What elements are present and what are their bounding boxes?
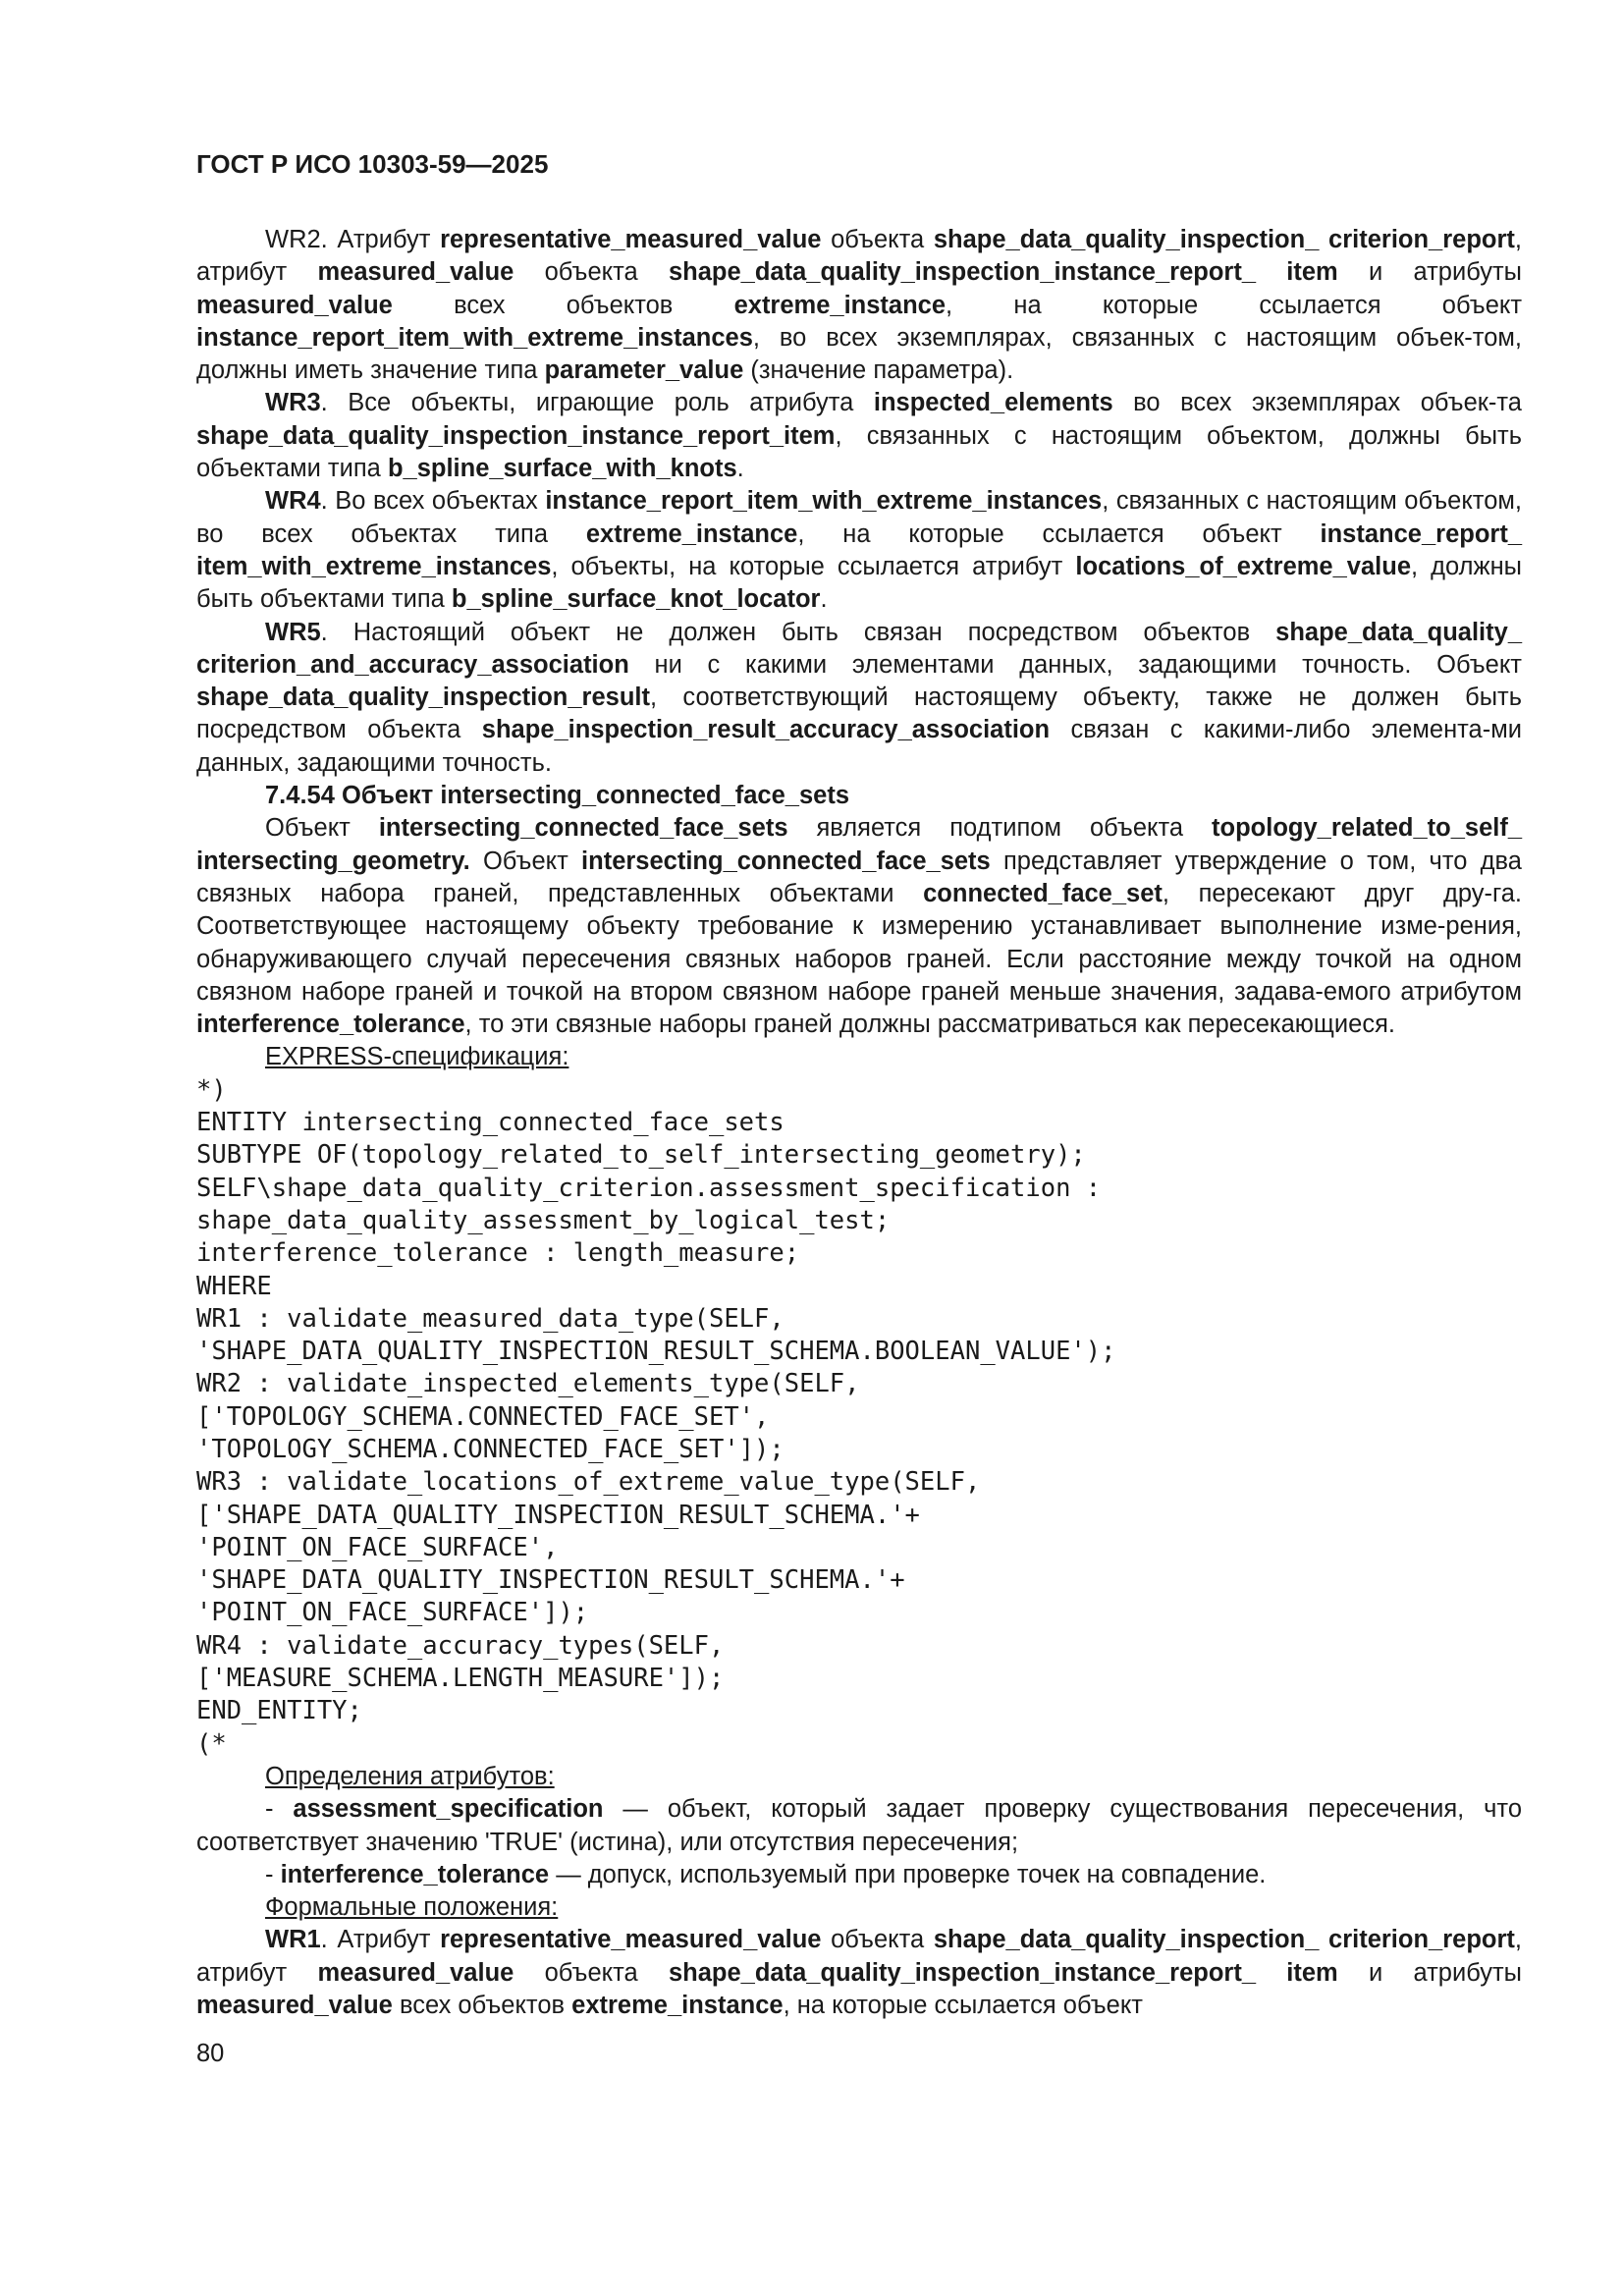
paragraph-wr4-continued: WR4. Во всех объектах instance_report_item_with_extreme_instances, связанных с настоящим объектом, во всех объектах типа extreme_instance, на которые ссылается объект instance_report_ item_with_extreme_instances, объекты, на которые ссылается атрибут locations_of_extreme_value, должны быть объектами типа b_spline_surface_knot_locator. bbox=[196, 487, 1523, 614]
bold-term: WR1 bbox=[265, 1926, 321, 1954]
bold-term: shape_data_quality_ criterion_and_accuracy_association bbox=[196, 618, 1522, 679]
bold-term: topology_related_to_self_ intersecting_geometry. bbox=[196, 814, 1523, 875]
formal-label: Формальные положения: bbox=[265, 1893, 559, 1922]
bold-term: WR3 bbox=[265, 389, 321, 417]
bold-term: parameter_value bbox=[544, 356, 744, 385]
express-label: EXPRESS-спецификация: bbox=[265, 1043, 569, 1071]
bold-term: interference_tolerance bbox=[280, 1860, 550, 1888]
bold-term: WR5 bbox=[265, 618, 321, 646]
section-heading: 7.4.54 Объект intersecting_connected_face_sets bbox=[265, 782, 850, 810]
bold-term: WR4 bbox=[265, 487, 321, 516]
paragraph-wr2-continued: WR2. Атрибут representative_measured_value объекта shape_data_quality_inspection_ criterion_report, атрибут measured_value объекта shape_data_quality_inspection_instance_report_ item и атрибуты measured_value всех объектов extreme_instance, на которые ссылается объект instance_report_item_with_extreme_instances, во всех экземплярах, связанных с настоящим объек-том, должны иметь значение типа parameter_value (значение параметра). bbox=[196, 226, 1523, 385]
page-number: 80 bbox=[196, 2040, 225, 2068]
bold-term: measured_value bbox=[196, 1992, 393, 2020]
express-code-block: *) ENTITY intersecting_connected_face_sets SUBTYPE OF(topology_related_to_self_intersecting_geometry); SELF\shape_data_quality_criterion.assessment_specification : shape_data_quality_assessment_by_logical_test; interference_tolerance : length_measure; WHERE WR1 : validate_measured_data_type(SELF, 'SHAPE_DATA_QUALITY_INSPECTION_RESULT_SCHEMA.BOOLEAN_VALUE'); WR2 : validate_inspected_elements_type(SELF, ['TOPOLOGY_SCHEMA.CONNECTED_FACE_SET', 'TOPOLOGY_SCHEMA.CONNECTED_FACE_SET']); WR3 : validate_locations_of_extreme_value_type(SELF, ['SHAPE_DATA_QUALITY_INSPECTION_RESULT_SCHEMA.'+ 'POINT_ON_FACE_SURFACE', 'SHAPE_DATA_QUALITY_INSPECTION_RESULT_SCHEMA.'+ 'POINT_ON_FACE_SURFACE']); WR4 : validate_accuracy_types(SELF, ['MEASURE_SCHEMA.LENGTH_MEASURE']); END_ENTITY; (* bbox=[196, 1074, 1116, 1759]
bold-term: shape_data_quality_inspection_instance_report_item bbox=[196, 421, 836, 450]
bold-term: shape_data_quality_inspection_ criterion_report bbox=[933, 1926, 1515, 1954]
bold-term: b_spline_surface_knot_locator bbox=[451, 585, 821, 614]
paragraph-wr1: WR1. Атрибут representative_measured_value объекта shape_data_quality_inspection_ criterion_report, атрибут measured_value объекта shape_data_quality_inspection_instance_report_ item и атрибуты measured_value всех объектов extreme_instance, на которые ссылается объект bbox=[196, 1926, 1522, 2020]
bold-term: extreme_instance bbox=[733, 291, 947, 319]
attribute-definition-tolerance: - interference_tolerance — допуск, используемый при проверке точек на совпадение. bbox=[265, 1860, 1267, 1888]
bold-term: measured_value bbox=[196, 291, 393, 319]
bold-term: assessment_specification bbox=[293, 1795, 604, 1824]
attributes-label: Определения атрибутов: bbox=[265, 1762, 555, 1790]
bold-term: extreme_instance bbox=[571, 1992, 784, 2020]
document-page bbox=[196, 147, 1522, 2070]
bold-term: instance_report_item_with_extreme_instances bbox=[196, 323, 753, 352]
paragraph-wr3-continued: WR3. Все объекты, играющие роль атрибута inspected_elements во всех экземплярах объек-та shape_data_quality_inspection_instance_report_item, связанных с настоящим объектом, должны быть объектами типа b_spline_surface_with_knots. bbox=[196, 389, 1522, 483]
bold-term: shape_data_quality_inspection_instance_report_ item bbox=[668, 1958, 1338, 1987]
bold-term: interference_tolerance bbox=[196, 1011, 465, 1039]
paragraph-wr5-continued: WR5. Настоящий объект не должен быть связан посредством объектов shape_data_quality_ criterion_and_accuracy_association ни с какими элементами данных, задающими точность. Объект shape_data_quality_inspection_result, соответствующий настоящему объекту, также не должен быть посредством объекта shape_inspection_result_accuracy_association связан с какими-либо элемента-ми данных, задающими точность. bbox=[196, 618, 1522, 777]
bold-term: representative_measured_value bbox=[440, 226, 822, 253]
bold-term: connected_face_set bbox=[923, 879, 1163, 907]
bold-term: inspected_elements bbox=[873, 389, 1113, 417]
bold-term: representative_measured_value bbox=[440, 1926, 822, 1954]
document-header: ГОСТ Р ИСО 10303-59—2025 bbox=[196, 149, 549, 179]
bold-term: intersecting_connected_face_sets bbox=[378, 814, 788, 843]
bold-term: shape_data_quality_inspection_result bbox=[196, 683, 650, 712]
bold-term: b_spline_surface_with_knots bbox=[387, 455, 737, 483]
bold-term: instance_report_ item_with_extreme_instances bbox=[196, 519, 1523, 580]
bold-term: shape_data_quality_inspection_instance_report_ item bbox=[668, 258, 1338, 287]
bold-term: shape_inspection_result_accuracy_association bbox=[481, 716, 1051, 744]
attribute-definition-assessment: - assessment_specification — объект, который задает проверку существования пересечения, что соответствует значению 'TRUE' (истина), или отсутствия пересечения; bbox=[196, 1795, 1522, 1856]
bold-term: measured_value bbox=[317, 1958, 514, 1987]
bold-term: extreme_instance bbox=[585, 519, 798, 548]
paragraph-intro: Объект intersecting_connected_face_sets является подтипом объекта topology_related_to_self_ intersecting_geometry. Объект intersecting_connected_face_sets представляет утверждение о том, что два связных набора граней, представленных объектами connected_face_set, пересекают друг дру-га. Соответствующее настоящему объекту требование к измерению устанавливает выполнение изме-рения, обнаруживающего случай пересечения связных наборов граней. Если расстояние между точкой на одном связном наборе граней и точкой на втором связном наборе граней меньше значения, задава-емого атрибутом interference_tolerance, то эти связные наборы граней должны рассматриваться как пересекающиеся. bbox=[196, 814, 1523, 1039]
bold-term: locations_of_extreme_value bbox=[1075, 552, 1411, 580]
bold-term: instance_report_item_with_extreme_instances bbox=[545, 487, 1103, 516]
bold-term: shape_data_quality_inspection_ criterion_report bbox=[933, 226, 1515, 253]
bold-term: intersecting_connected_face_sets bbox=[581, 847, 991, 875]
bold-term: measured_value bbox=[317, 258, 514, 287]
